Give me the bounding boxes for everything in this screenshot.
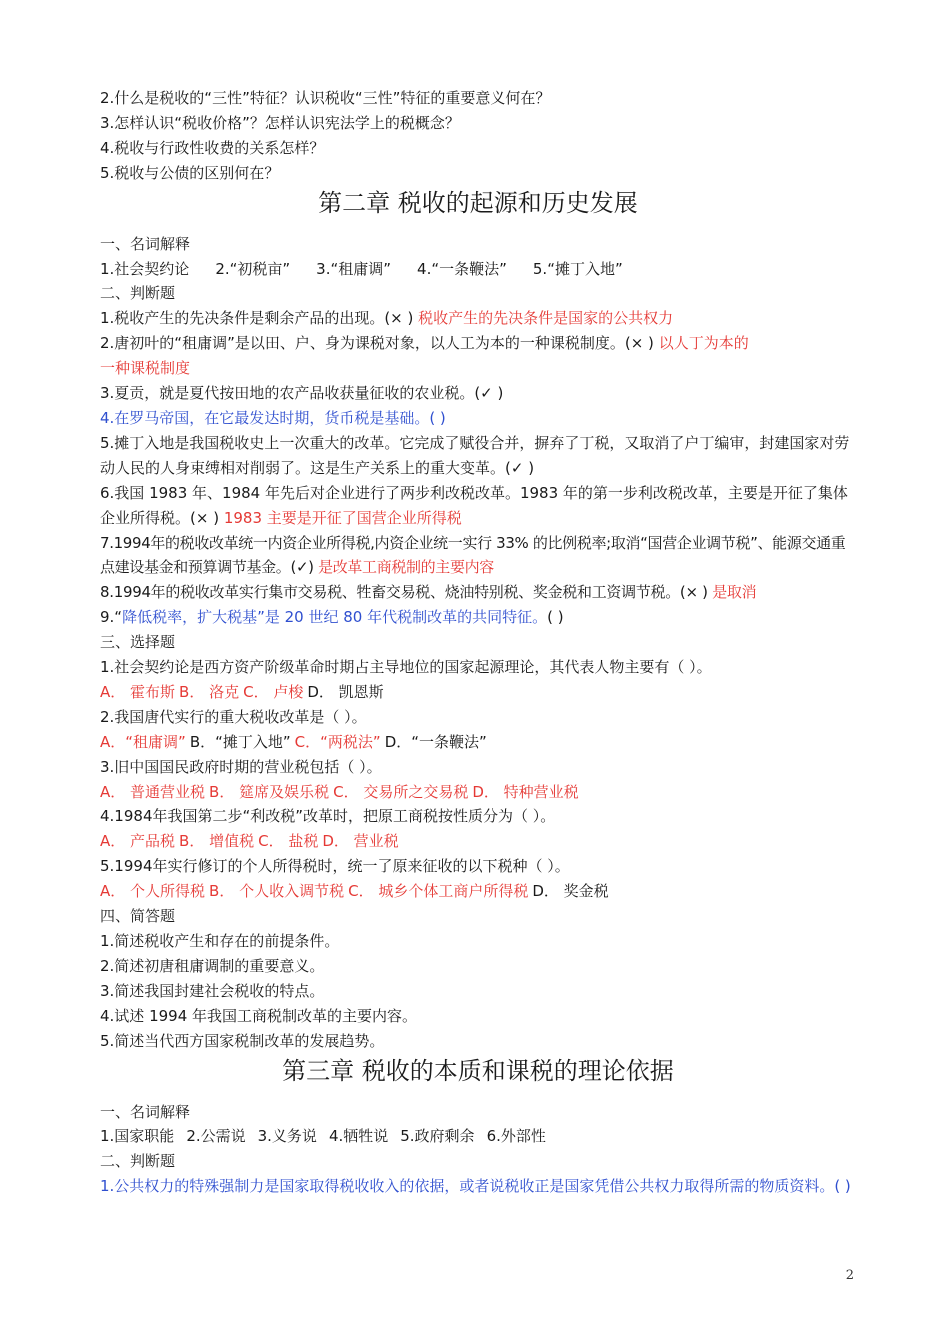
judgment-question: 9.“降低税率，扩大税基”是 20 世纪 80 年代税制改革的共同特征。( ) — [100, 608, 564, 627]
judgment-question: 2.唐初叶的“租庸调”是以田、户、身为课税对象，以人工为本的一种课税制度。(× ) 以人丁为本的 — [100, 334, 749, 353]
option-c: C． 卢梭 — [243, 682, 304, 701]
choice-options — [100, 680, 856, 705]
term-item: 2.公需说 — [186, 1127, 246, 1146]
answer-note: 是取消 — [712, 583, 757, 602]
choice-question: 3.旧中国国民政府时期的营业税包括（ ）。 — [100, 757, 382, 776]
choice-options — [100, 730, 856, 755]
option-a: A． 产品税 — [100, 832, 176, 851]
answer-note: 1983 主要是开征了国营企业所得税 — [223, 508, 462, 527]
option-d: D． 奖金税 — [532, 882, 609, 901]
choice-question: 1.社会契约论是西方资产阶级革命时期占主导地位的国家起源理论，其代表人物主要有（ ）。 — [100, 658, 712, 677]
term-item: 4.“一条鞭法” — [417, 259, 507, 278]
option-a: A．“租庸调” — [100, 732, 186, 751]
judgment-question: 7.1994年的税收改革统一内资企业所得税,内资企业统一实行 33% 的比例税率;取消“国营企业调节税”、能源交通重点建设基金和预算调节基金。(✓) 是改革工商税制的主要内容 — [100, 533, 846, 577]
answer-note: 税收产生的先决条件是国家的公共权力 — [418, 309, 674, 328]
term-list — [100, 257, 856, 282]
answer-note: 是改革工商税制的主要内容 — [318, 558, 494, 577]
section-heading: 二、判断题 — [100, 1152, 176, 1171]
choice-options — [100, 780, 856, 805]
option-c: C． 盐税 — [258, 832, 319, 851]
option-c: C． 城乡个体工商户所得税 — [348, 882, 529, 901]
term-item: 6.外部性 — [486, 1127, 546, 1146]
judgment-question: 6.我国 1983 年、1984 年先后对企业进行了两步利改税改革。1983 年的第一步利改税改革，主要是开征了集体企业所得税。(× ) 1983 主要是开征了国营企业所得税 — [100, 483, 848, 527]
term-item: 3.“租庸调” — [316, 259, 392, 278]
choice-options — [100, 879, 856, 904]
term-list — [100, 1124, 856, 1149]
term-item: 1.国家职能 — [100, 1127, 175, 1146]
choice-options — [100, 829, 856, 854]
term-item: 1.社会契约论 — [100, 259, 190, 278]
option-b: B． 增值税 — [179, 832, 255, 851]
document-page — [100, 86, 856, 1199]
option-a: A． 霍布斯 — [100, 682, 176, 701]
option-c: C． 交易所之交易税 — [333, 782, 469, 801]
option-d: D． 特种营业税 — [472, 782, 579, 801]
option-d: D．“一条鞭法” — [384, 732, 487, 751]
page-number: 2 — [845, 1268, 854, 1283]
option-b: B． 筵席及娱乐税 — [209, 782, 330, 801]
option-a: A． 个人所得税 — [100, 882, 206, 901]
option-d: D． 凯恩斯 — [307, 682, 384, 701]
section-heading: 三、选择题 — [100, 633, 176, 652]
question-line: 3.怎样认识“税收价格”？怎样认识宪法学上的税概念？ — [100, 113, 460, 132]
judgment-question: 1.税收产生的先决条件是剩余产品的出现。(× ) 税收产生的先决条件是国家的公共权力 — [100, 309, 674, 328]
option-d: D． 营业税 — [322, 832, 399, 851]
section-heading: 一、名词解释 — [100, 234, 191, 253]
choice-question: 5.1994年实行修订的个人所得税时，统一了原来征收的以下税种（ ）。 — [100, 857, 570, 876]
short-answer-item: 5.简述当代西方国家税制改革的发展趋势。 — [100, 1031, 385, 1050]
term-item: 4.牺牲说 — [328, 1127, 389, 1146]
option-a: A． 普通营业税 — [100, 782, 206, 801]
question-line: 5.税收与公债的区别何在？ — [100, 163, 280, 182]
section-heading: 四、简答题 — [100, 907, 176, 926]
choice-question: 4.1984年我国第二步“利改税”改革时，把原工商税按性质分为（ ）。 — [100, 807, 556, 826]
term-item: 5.政府剩余 — [400, 1127, 475, 1146]
option-b: B． 洛克 — [179, 682, 240, 701]
option-b: B． 个人收入调节税 — [209, 882, 345, 901]
short-answer-item: 2.简述初唐租庸调制的重要意义。 — [100, 956, 325, 975]
section-heading: 二、判断题 — [100, 284, 176, 303]
choice-question: 2.我国唐代实行的重大税收改革是（ ）。 — [100, 707, 367, 726]
chapter-2-title: 第二章 税收的起源和历史发展 — [318, 188, 638, 217]
judgment-question: 8.1994年的税收改革实行集市交易税、牲畜交易税、烧油特别税、奖金税和工资调节税。(× ) 是取消 — [100, 583, 757, 602]
short-answer-item: 3.简述我国封建社会税收的特点。 — [100, 981, 325, 1000]
answer-note: 以人丁为本的 — [658, 334, 749, 353]
question-line: 2.什么是税收的“三性”特征？认识税收“三性”特征的重要意义何在？ — [100, 89, 551, 107]
judgment-question: 5.摊丁入地是我国税收史上一次重大的改革。它完成了赋役合并，摒弃了丁税，又取消了户丁编审，封建国家对劳动人民的人身束缚相对削弱了。这是生产关系上的重大变革。(✓ ) — [100, 433, 850, 477]
judgment-question: 4.在罗马帝国，在它最发达时期，货币税是基础。( ) — [100, 408, 446, 427]
judgment-question: 3.夏贡，就是夏代按田地的农产品收获量征收的农业税。(✓ ) — [100, 384, 504, 403]
answer-note: 一种课税制度 — [100, 359, 191, 378]
question-line: 4.税收与行政性收费的关系怎样？ — [100, 138, 325, 157]
short-answer-item: 1.简述税收产生和存在的前提条件。 — [100, 932, 340, 950]
option-b: B．“摊丁入地” — [189, 732, 291, 751]
term-item: 2.“初税亩” — [215, 259, 291, 278]
section-heading: 一、名词解释 — [100, 1102, 191, 1121]
option-c: C．“两税法” — [294, 732, 381, 751]
judgment-question: 1.公共权力的特殊强制力是国家取得税收收入的依据，或者说税收正是国家凭借公共权力取得所需的物质资料。( ) — [100, 1177, 851, 1196]
short-answer-item: 4.试述 1994 年我国工商税制改革的主要内容。 — [100, 1006, 418, 1025]
term-item: 5.“摊丁入地” — [532, 259, 623, 278]
chapter-3-title: 第三章 税收的本质和课税的理论依据 — [282, 1056, 674, 1085]
term-item: 3.义务说 — [257, 1127, 317, 1146]
